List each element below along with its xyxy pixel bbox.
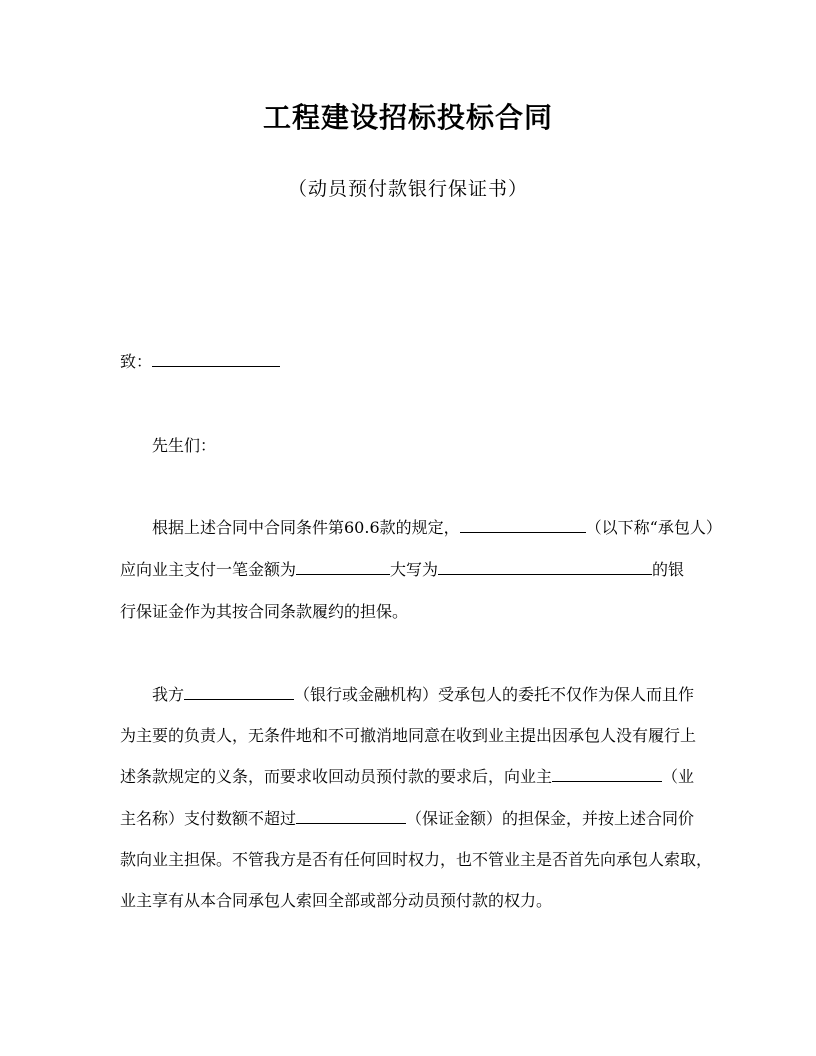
- addressee-blank: [152, 352, 280, 367]
- document-title: 工程建设招标投标合同: [262, 101, 553, 134]
- p1-line-2: [120, 559, 700, 581]
- addressee-line: [120, 351, 700, 373]
- p1-line-1: [152, 517, 732, 539]
- p2-text-3a: 述条款规定的义条，而要求收回动员预付款的要求后，向业主: [120, 767, 553, 786]
- p2-line-3: [120, 766, 700, 788]
- p2-line-6: 业主享有从本合同承包人索回全部或部分动员预付款的权力。: [120, 891, 553, 910]
- bank-name-blank: [184, 685, 294, 700]
- guarantee-amount-blank: [296, 809, 406, 824]
- p2-line-5: 款向业主担保。不管我方是否有任何回时权力，也不管业主是否首先向承包人索取，: [120, 850, 713, 869]
- p2-text-1a: 我方: [152, 685, 185, 704]
- document-subtitle: （动员预付款银行保证书）: [287, 178, 528, 200]
- p2-line-2: 为主要的负责人，无条件地和不可撤消地同意在收到业主提出因承包人没有履行上: [120, 726, 697, 745]
- p2-text-4b: （保证金额）的担保金，并按上述合同价: [406, 809, 695, 828]
- p1-text-2c: 的银: [652, 560, 685, 579]
- p2-text-4a: 主名称）支付数额不超过: [120, 809, 297, 828]
- p2-text-1b: （银行或金融机构）受承包人的委托不仅作为保人而且作: [294, 685, 695, 704]
- salutation: 先生们：: [152, 436, 217, 455]
- p1-line-3: 行保证金作为其按合同条款履约的担保。: [120, 602, 409, 621]
- p1-text-1a: 根据上述合同中合同条件第60.6款的规定，: [152, 518, 460, 537]
- employer-name-blank: [552, 767, 662, 782]
- amount-in-words-blank: [438, 560, 652, 575]
- p1-text-2a: 应向业主支付一笔金额为: [120, 560, 297, 579]
- p1-text-2b: 大写为: [390, 560, 439, 579]
- to-label: 致：: [120, 352, 153, 371]
- p1-text-1b: （以下称“承包人）: [585, 518, 722, 537]
- amount-blank: [296, 560, 390, 575]
- p2-line-1: [152, 684, 732, 706]
- p2-text-3b: （业: [662, 767, 695, 786]
- p2-line-4: [120, 808, 700, 830]
- contractor-name-blank: [460, 518, 586, 533]
